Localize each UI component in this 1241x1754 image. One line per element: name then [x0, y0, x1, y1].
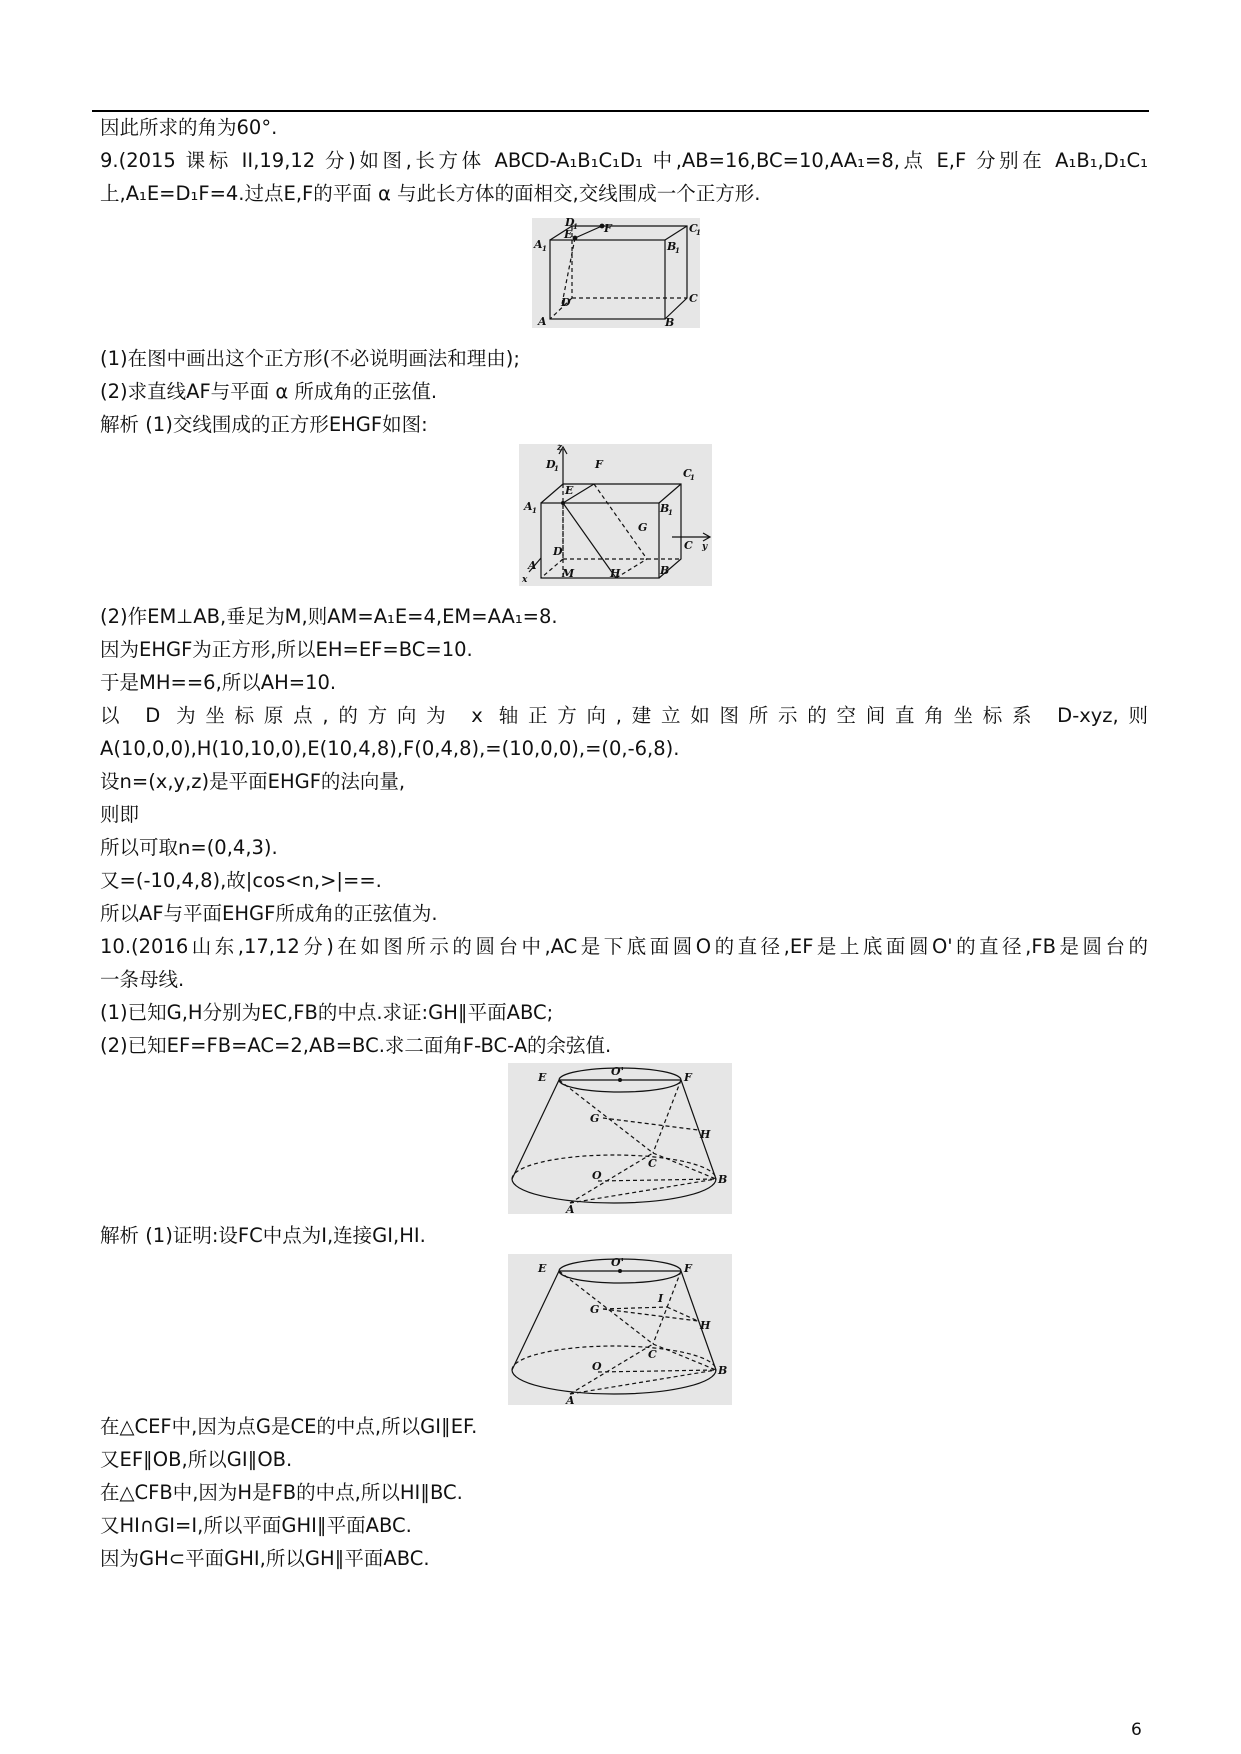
label-A1: A	[534, 238, 543, 251]
label-C1: C	[683, 467, 692, 480]
label-A: A	[566, 1203, 575, 1216]
label-O-prime: O'	[611, 1065, 624, 1078]
frustum-figure	[508, 1063, 732, 1214]
label-D: D	[561, 296, 571, 309]
axis-label-y: y	[702, 542, 708, 552]
text-line: 在△CEF中,因为点G是CE的中点,所以GI∥EF.	[100, 1415, 478, 1438]
axis-label-x: x	[522, 575, 528, 585]
label-D: D	[553, 545, 563, 558]
solution-heading: 解析 (1)交线围成的正方形EHGF如图:	[100, 413, 428, 436]
label-subscript: 1	[554, 464, 559, 473]
cuboid-figure	[532, 218, 700, 328]
text-line: 所以可取n=(0,4,3).	[100, 836, 278, 859]
label-F: F	[595, 458, 603, 471]
label-G: G	[590, 1112, 600, 1125]
cuboid-axes-figure	[519, 444, 712, 586]
axis-label-z: z	[557, 443, 563, 453]
label-D1: D	[565, 216, 575, 229]
label-O: O	[592, 1169, 602, 1182]
text-line: 上,A₁E=D₁F=4.过点E,F的平面 α 与此长方体的面相交,交线围成一个正方形.	[100, 182, 761, 205]
text-line: A(10,0,0),H(10,10,0),E(10,4,8),F(0,4,8),=(10,0,0),=(0,-6,8).	[100, 737, 680, 760]
text-line: 因此所求的角为60°.	[100, 116, 278, 139]
label-A: A	[538, 315, 547, 328]
label-H: H	[610, 567, 621, 580]
label-E: E	[564, 228, 573, 241]
label-M: M	[562, 567, 575, 580]
label-subscript: 1	[532, 506, 537, 515]
label-I: I	[658, 1292, 664, 1305]
problem-9-statement: 9.(2015 课标 II,19,12 分)如图,长方体 ABCD-A₁B₁C₁D₁ 中,AB=16,BC=10,AA₁=8,点 E,F 分别在 A₁B₁,D₁C₁	[100, 149, 1148, 172]
label-subscript: 1	[573, 222, 578, 231]
label-E: E	[538, 1071, 547, 1084]
text-line: 在△CFB中,因为H是FB的中点,所以HI∥BC.	[100, 1481, 463, 1504]
label-subscript: 1	[668, 508, 673, 517]
label-G: G	[590, 1303, 600, 1316]
frustum-figure-with-midpoint	[508, 1254, 732, 1405]
problem-10-statement: 10.(2016山东,17,12分)在如图所示的圆台中,AC是下底面圆O的直径,EF是上底面圆O'的直径,FB是圆台的	[100, 935, 1148, 958]
label-H: H	[700, 1319, 711, 1332]
label-O-prime: O'	[611, 1256, 624, 1269]
label-F: F	[604, 222, 612, 235]
label-B1: B	[667, 240, 677, 253]
label-A: A	[528, 559, 537, 572]
label-subscript: 1	[696, 228, 701, 237]
label-C: C	[648, 1348, 657, 1361]
text-line: 又EF∥OB,所以GI∥OB.	[100, 1448, 293, 1471]
label-E: E	[538, 1262, 547, 1275]
text-line: (1)已知G,H分别为EC,FB的中点.求证:GH∥平面ABC;	[100, 1001, 554, 1024]
label-B: B	[718, 1364, 728, 1377]
page-number: 6	[1131, 1720, 1142, 1740]
text-line: 于是MH==6,所以AH=10.	[100, 671, 337, 694]
text-line: (2)作EM⊥AB,垂足为M,则AM=A₁E=4,EM=AA₁=8.	[100, 605, 558, 628]
label-subscript: 1	[690, 473, 695, 482]
text-line: (2)求直线AF与平面 α 所成角的正弦值.	[100, 380, 438, 403]
text-line: 则即	[100, 803, 140, 826]
label-subscript: 1	[542, 244, 547, 253]
text-line: 因为GH⊂平面GHI,所以GH∥平面ABC.	[100, 1547, 430, 1570]
solution-heading: 解析 (1)证明:设FC中点为I,连接GI,HI.	[100, 1224, 426, 1247]
label-D1: D	[546, 458, 556, 471]
text-line: 以 D 为坐标原点,的方向为 x 轴正方向,建立如图所示的空间直角坐标系 D-xyz,则	[100, 704, 1148, 727]
label-B1: B	[660, 502, 670, 515]
label-G: G	[638, 521, 648, 534]
label-B: B	[660, 564, 670, 577]
text-line: 所以AF与平面EHGF所成角的正弦值为.	[100, 902, 438, 925]
text-line: (2)已知EF=FB=AC=2,AB=BC.求二面角F-BC-A的余弦值.	[100, 1034, 612, 1057]
label-subscript: 1	[675, 246, 680, 255]
text-line: 设n=(x,y,z)是平面EHGF的法向量,	[100, 770, 406, 793]
label-A: A	[566, 1394, 575, 1407]
header-rule	[92, 110, 1149, 112]
label-A1: A	[524, 500, 533, 513]
label-H: H	[700, 1128, 711, 1141]
label-O: O	[592, 1360, 602, 1373]
label-C: C	[684, 539, 693, 552]
text-line: 又=(-10,4,8),故|cos<n,>|==.	[100, 869, 382, 892]
text-line: 因为EHGF为正方形,所以EH=EF=BC=10.	[100, 638, 473, 661]
label-C: C	[648, 1157, 657, 1170]
text-line: 又HI∩GI=I,所以平面GHI∥平面ABC.	[100, 1514, 412, 1537]
label-C: C	[689, 292, 698, 305]
label-E: E	[565, 484, 574, 497]
label-C1: C	[689, 222, 698, 235]
text-line: 一条母线.	[100, 968, 185, 991]
label-B: B	[718, 1173, 728, 1186]
label-B: B	[665, 316, 675, 329]
label-F: F	[684, 1071, 692, 1084]
text-line: (1)在图中画出这个正方形(不必说明画法和理由);	[100, 347, 520, 370]
label-F: F	[684, 1262, 692, 1275]
